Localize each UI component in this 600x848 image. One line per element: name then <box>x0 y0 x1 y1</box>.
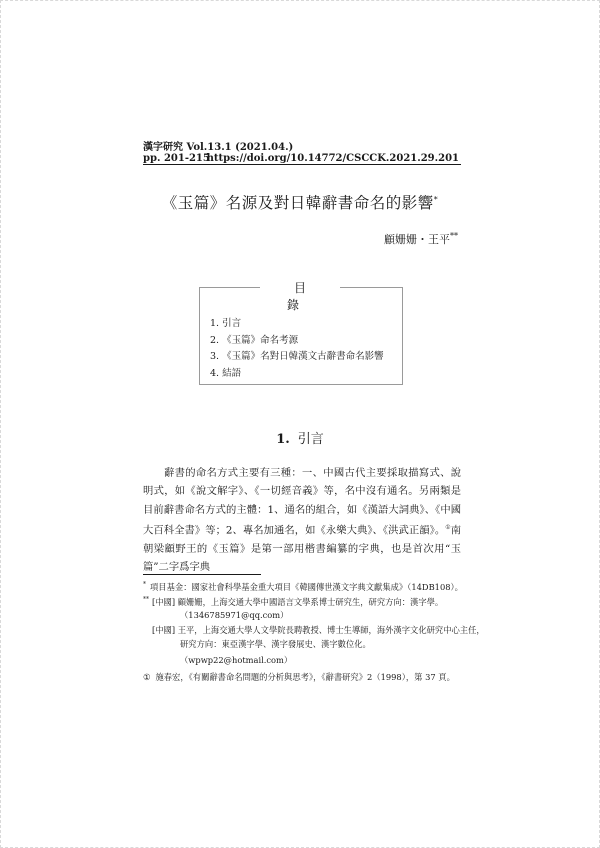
toc-list <box>210 316 384 382</box>
fund-mark: * <box>143 581 146 588</box>
paper-title-text: 《玉篇》名源及對日韓辭書命名的影響 <box>161 194 434 212</box>
footnote-rule <box>143 574 261 575</box>
author-mark: ** <box>143 596 149 603</box>
author-line <box>384 231 458 247</box>
toc-item[interactable]: 1. 引言 <box>210 318 242 329</box>
paragraph-tail-text: 南朝梁顧野王的《玉篇》是第一部用楷書編纂的字典，也是首次用“玉篇”二字爲字典 <box>143 524 461 574</box>
author1-text: [中國] 顧姗姗，上海交通大學中國語言文學系博士研究生，研究方向：漢字學。 <box>152 596 444 607</box>
section-number: 1. <box>276 432 290 447</box>
doi-link[interactable]: https://doi.org/10.14772/CSCCK.2021.29.201 <box>206 153 459 164</box>
toc-item[interactable]: 4. 結語 <box>210 367 242 379</box>
section-heading <box>200 428 400 447</box>
footnote-ref-1[interactable]: ① <box>445 524 451 532</box>
footnote-1 <box>143 670 463 684</box>
author-footnote-mark: ** <box>450 231 458 241</box>
note1-mark: ① <box>143 672 151 682</box>
author2-text: [中國] 王平，上海交通大學人文學院長聘教授、博士生導師，海外漢字文化研究中心主任，研究方向：東亞漢字學、漢字發展史、漢字數位化。 <box>152 625 485 649</box>
author-names: 顧姗姗・王平 <box>384 233 450 246</box>
toc-item[interactable]: 2. 《玉篇》命名考源 <box>210 334 299 346</box>
body-paragraph <box>143 464 461 577</box>
journal-header: 漢字研究 Vol.13.1 (2021.04.) <box>143 142 294 153</box>
author1-email[interactable]: （1346785971@qq.com） <box>180 610 289 620</box>
toc-item[interactable]: 3. 《玉篇》名對日韓漢文古辭書命名影響 <box>210 351 384 362</box>
paragraph-main-text: 辭書的命名方式主要有三種：一、中國古代主要採取描寫式、說明式，如《說文解字》、《一切經音義》等，名中沒有通名。另兩類是目前辭書命名方式的主體：1、通名的組合，如《漢語大詞典》、《中國大百科全書》等；2、專名加通名，如《永樂大典》、《洪武正韻》。 <box>143 467 461 537</box>
section-title: 引言 <box>297 432 324 447</box>
footnote-author1 <box>143 593 463 609</box>
paper-title <box>140 191 460 213</box>
footnote-fund <box>143 578 463 594</box>
fund-text: 項目基金：國家社會科學基金重大項目《韓國傳世漢文字典文獻集成》（14DB108）。 <box>150 581 463 592</box>
author2-email[interactable]: （wpwp22@hotmail.com） <box>180 655 293 665</box>
header-rule <box>143 164 461 165</box>
page-range: pp. 201-215 <box>143 153 210 164</box>
toc-title: 目 錄 <box>260 279 340 313</box>
note1-text: 施春宏，《有關辭書命名問題的分析與思考》，《辭書研究》2（1998），第 37 頁。 <box>155 672 455 682</box>
title-footnote-mark: * <box>433 194 439 204</box>
